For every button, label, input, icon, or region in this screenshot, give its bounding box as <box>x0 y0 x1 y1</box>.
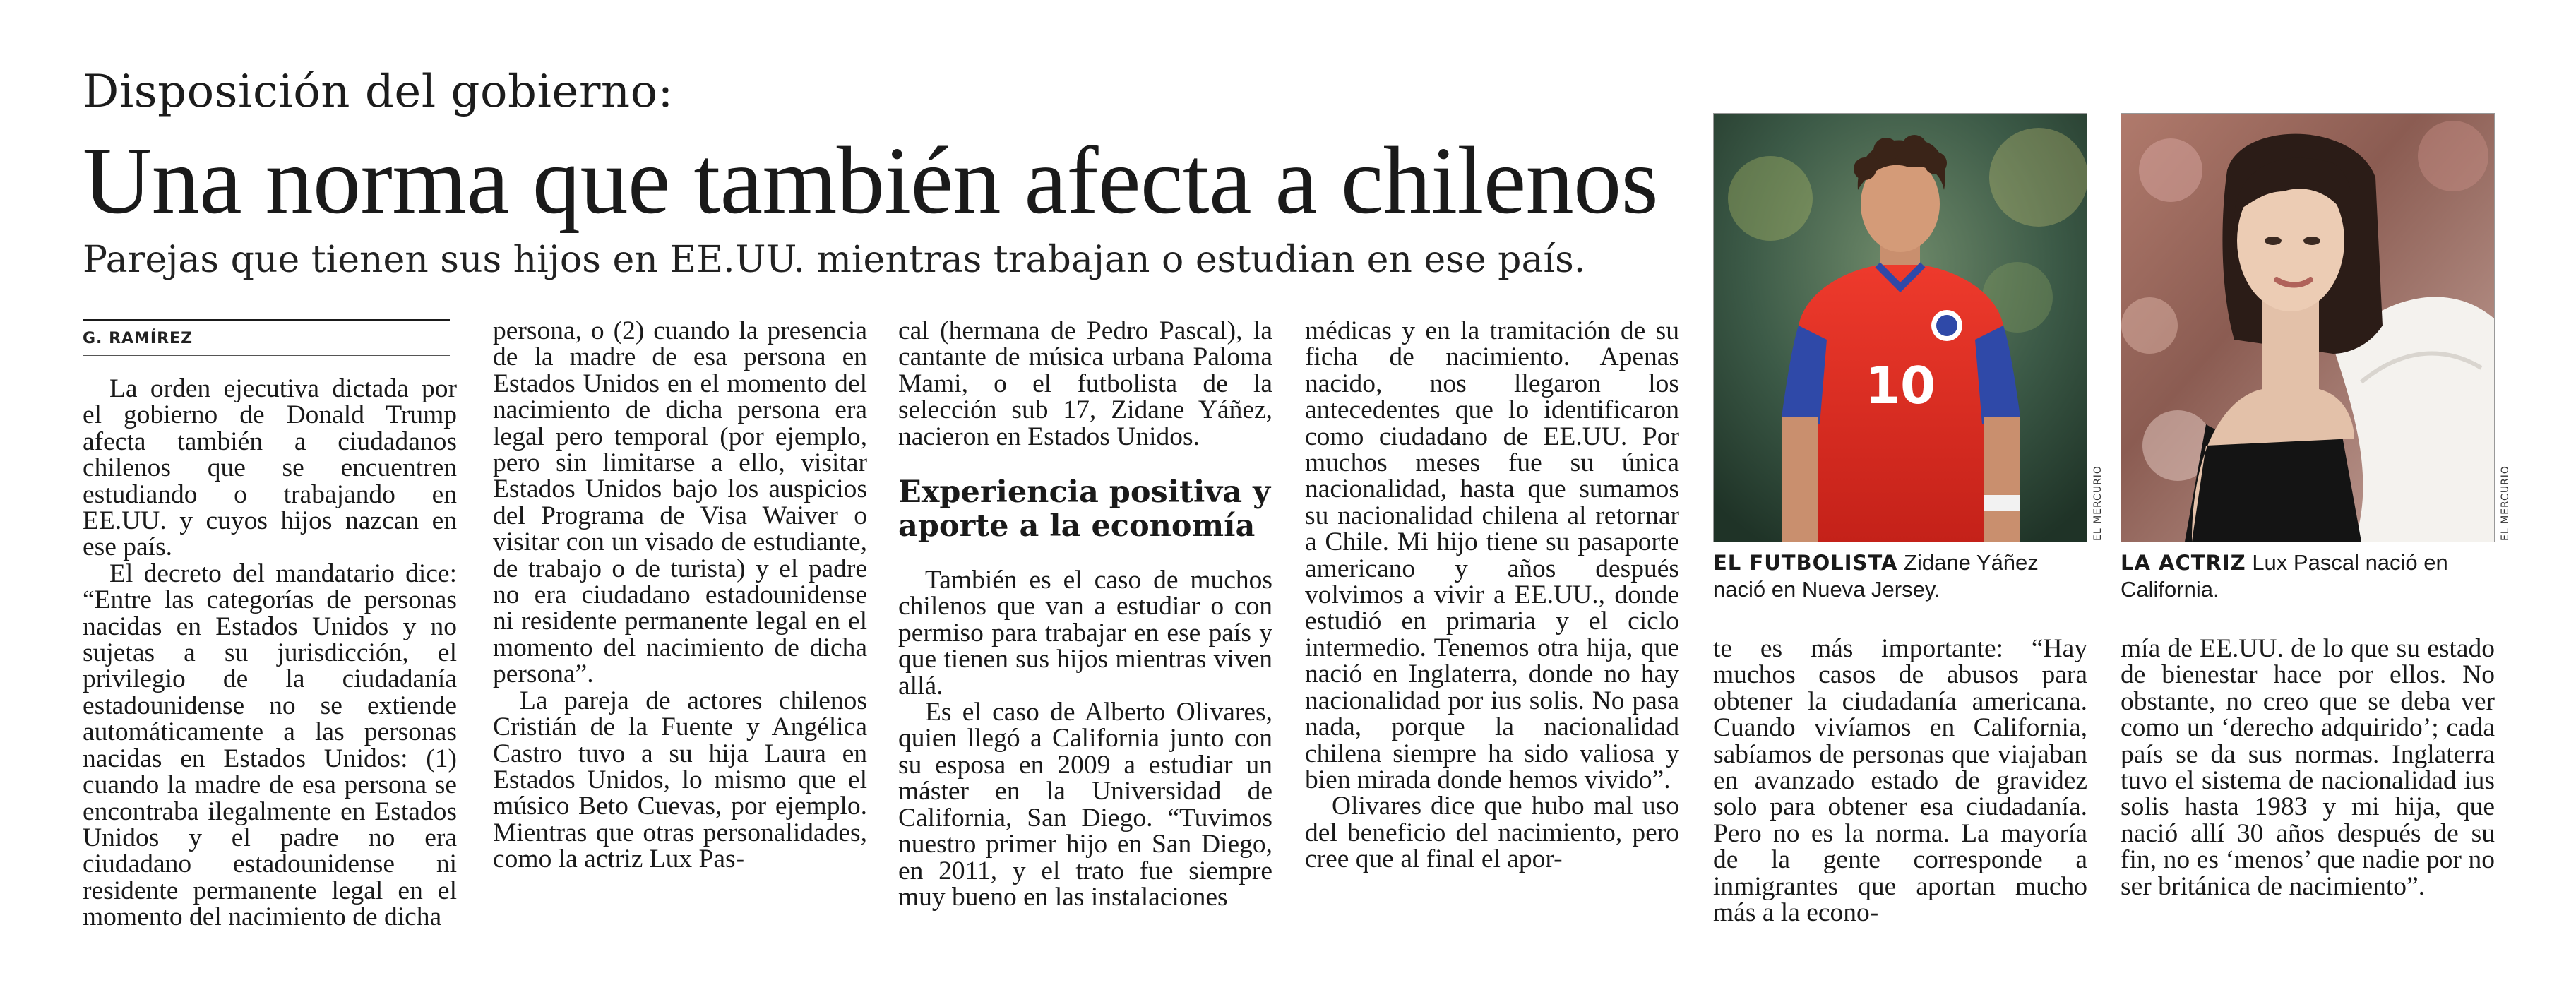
paragraph: cal (hermana de Pedro Pascal), la cantante de música urbana Paloma Mami, o el futbolista de la selección sub 17, Zidane Yáñez, nacieron en Estados Unidos. <box>898 316 1272 451</box>
caption-text: Lux Pascal nació en California. <box>2121 550 2448 602</box>
paragraph: El decreto del mandatario dice: “Entre las categorías de personas nacidas en Estados Unidos y no sujetas a su jurisdicción, el privilegio de la ciudadanía estadounidense no se extiende automáticamente a las personas nacidas en Estados Unidos: (1) cuando la madre de esa persona se encontraba ilegalmente en Estados Unidos y el padre no era ciudadano estadounidense ni residente permanente legal en el momento del nacimiento de dicha <box>83 559 457 932</box>
paragraph: La orden ejecutiva dictada por el gobierno de Donald Trump afecta también a ciudadanos chilenos que se encuentren estudiando o trabajando en EE.UU. y cuyos hijos nazcan en ese país. <box>83 374 457 562</box>
paragraph: La pareja de actores chilenos Cristián de la Fuente y Angélica Castro tuvo a su hija Laura en Estados Unidos, lo mismo que el músico Beto Cuevas, por ejemplo. Mientras que otras personalidades, como la actriz Lux Pas- <box>493 686 867 874</box>
paragraph: médicas y en la tramitación de su ficha de nacimiento. Apenas nacido, nos llegaron los antecedentes que lo identificaron como ciudadano de EE.UU. Por muchos meses fue su única nacionalidad, hasta que sumamos su nacionalidad chilena al retornar a Chile. Mi hijo tiene su pasaporte americano y años después volvimos a vivir a EE.UU., donde estudió en primaria y el ciclo intermedio. Tenemos otra hija, que nació en Inglaterra, donde no hay nacionalidad por ius solis. No pasa nada, porque la nacionalidad chilena siempre ha sido valiosa y bien mirada donde hemos vivido”. <box>1305 316 1679 794</box>
caption-label: LA ACTRIZ <box>2121 551 2246 575</box>
byline-box <box>83 319 450 356</box>
headline: Una norma que también afecta a chilenos <box>83 128 1659 234</box>
photo-footballer <box>1713 113 2087 542</box>
column-3 <box>898 318 1272 910</box>
column-2 <box>493 318 867 873</box>
photo-credit-left: EL MERCURIO <box>2092 465 2104 541</box>
byline: G. RAMÍREZ <box>83 330 193 347</box>
column-5 <box>1713 636 2087 926</box>
caption-actress <box>2121 549 2493 603</box>
column-6 <box>2121 636 2495 900</box>
jersey-number: 10 <box>1864 356 1936 415</box>
caption-footballer <box>1713 549 2086 603</box>
paragraph: te es más importante: “Hay muchos casos de abusos para obtener la ciudadanía americana. Cuando vivíamos en California, sabíamos de personas que viajaban en avanzado estado de gravidez solo para obtener esa ciudadanía. Pero no es la norma. La mayoría de la gente corresponde a inmigrantes que aportan mucho más a la econo- <box>1713 634 2087 928</box>
photo-actress <box>2121 113 2495 542</box>
caption-text: Zidane Yáñez nació en Nueva Jersey. <box>1713 550 2039 602</box>
footballer-illustration <box>1714 114 2087 542</box>
paragraph: También es el caso de muchos chilenos que van a estudiar o con permiso para trabajar en ese país y que tienen sus hijos mientras viven allá. <box>898 566 1272 700</box>
kicker: Disposición del gobierno: <box>83 66 674 118</box>
caption-label: EL FUTBOLISTA <box>1713 551 1898 575</box>
column-4 <box>1305 318 1679 873</box>
paragraph: Es el caso de Alberto Olivares, quien llegó a California junto con su esposa en 2009 a estudiar un máster en la Universidad de California, San Diego. “Tuvimos nuestro primer hijo en San Diego, en 2011, y el trato fue siempre muy bueno en las instalaciones <box>898 698 1272 912</box>
paragraph: mía de EE.UU. de lo que su estado de bienestar hace por ellos. No obstante, no creo que se deba ver como un ‘derecho adquirido’; cada país se da sus normas. Inglaterra tuvo el sistema de nacionalidad ius solis hasta 1983 y mi hija, que nació allí 30 años después de su fin, no es ‘menos’ que nadie por no ser británica de nacimiento”. <box>2121 634 2495 901</box>
paragraph: Olivares dice que hubo mal uso del beneficio del nacimiento, pero cree que al final el apor- <box>1305 792 1679 874</box>
subhead: Parejas que tienen sus hijos en EE.UU. mientras trabajan o estudian en ese país. <box>83 239 1586 281</box>
actress-illustration <box>2121 114 2494 542</box>
photo-credit-right: EL MERCURIO <box>2500 465 2511 541</box>
section-subtitle: Experiencia positiva y aporte a la economía <box>898 475 1271 544</box>
column-1 <box>83 376 457 931</box>
paragraph: persona, o (2) cuando la presencia de la madre de esa persona en Estados Unidos en el momento del nacimiento de dicha persona era legal pero temporal (por ejemplo, pero sin limitarse a ello, visitar Estados Unidos bajo los auspicios del Programa de Visa Waiver o visitar con un visado de estudiante, de trabajo o de turista) y el padre no era ciudadano estadounidense ni residente permanente legal en el momento del nacimiento de dicha persona”. <box>493 316 867 689</box>
